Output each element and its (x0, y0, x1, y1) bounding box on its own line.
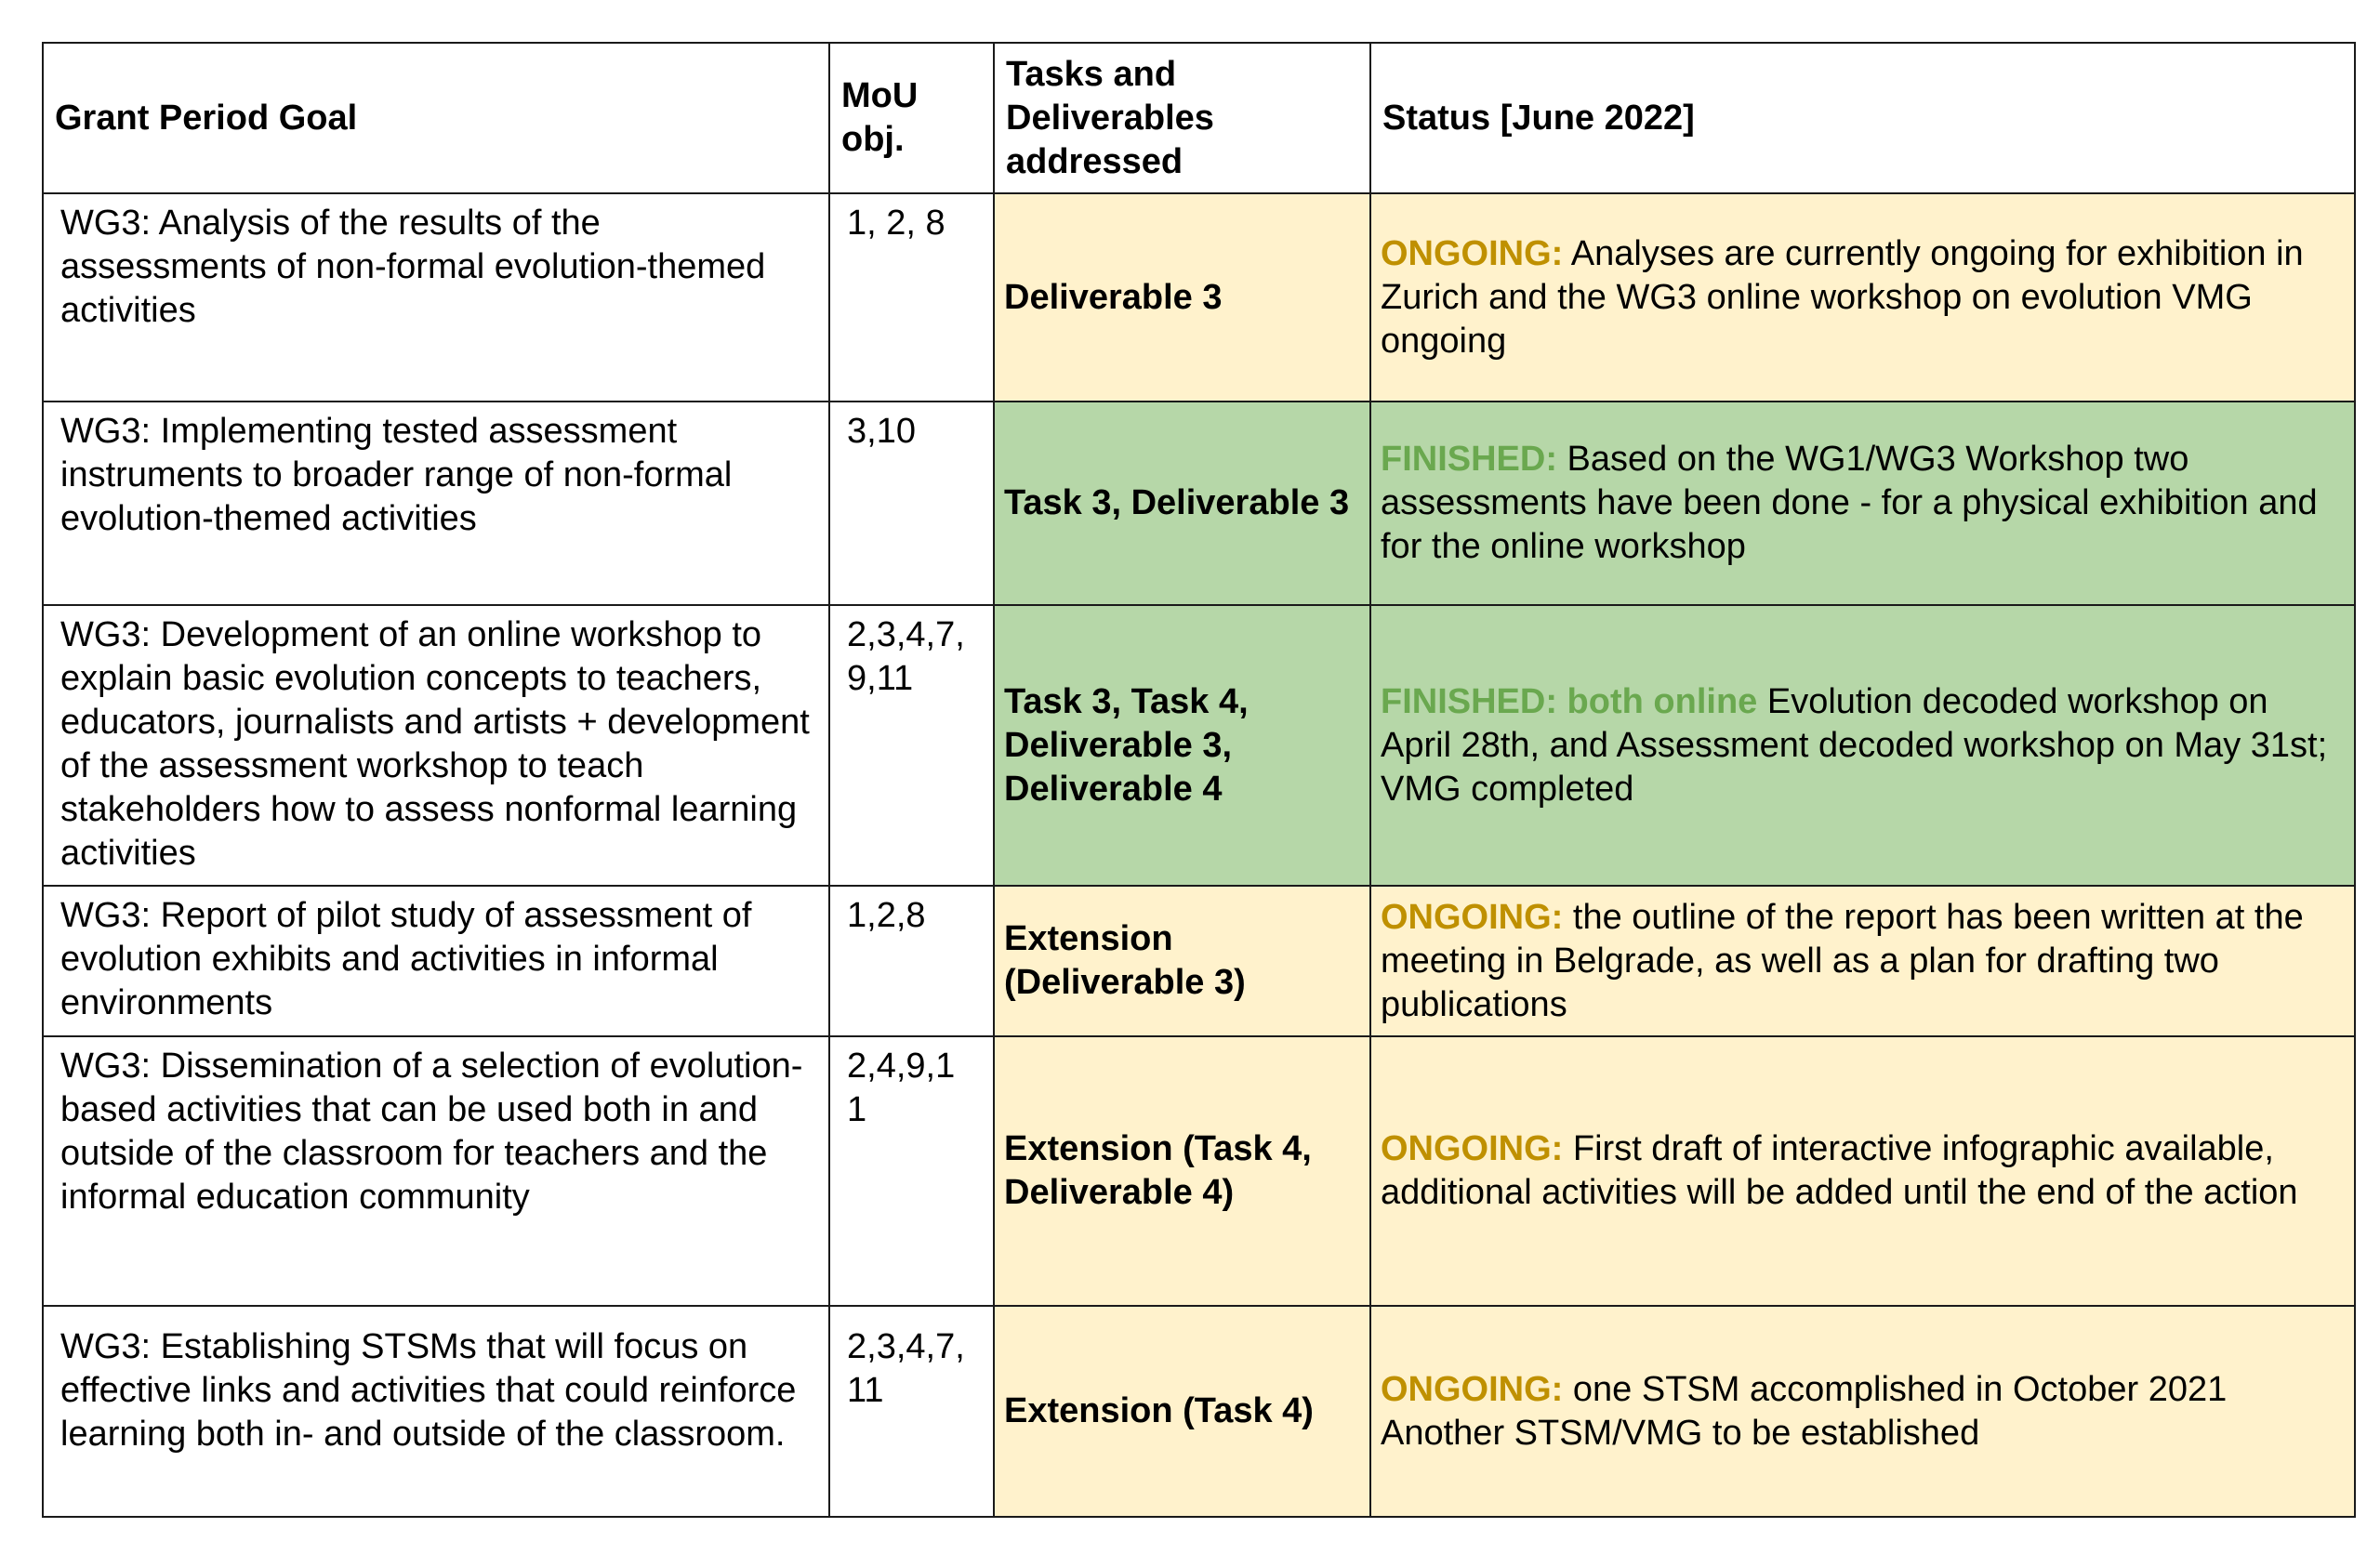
tasks-cell: Extension (Deliverable 3) (994, 886, 1370, 1036)
goal-cell: WG3: Implementing tested assessment instruments to broader range of non-formal evolution-themed activities (43, 402, 829, 605)
status-cell (1370, 1306, 2355, 1517)
mou-cell: 2,3,4,7, 9,11 (829, 605, 994, 886)
header-mou-obj: MoU obj. (829, 43, 994, 193)
mou-cell: 1, 2, 8 (829, 193, 994, 402)
header-tasks-deliverables: Tasks and Deliverables addressed (994, 43, 1370, 193)
goal-cell: WG3: Analysis of the results of the assessments of non-formal evolution-themed activities (43, 193, 829, 402)
goal-cell: WG3: Report of pilot study of assessment of evolution exhibits and activities in informal environments (43, 886, 829, 1036)
status-text: one STSM accomplished in October 2021 Another STSM/VMG to be established (1381, 1369, 2228, 1453)
header-status: Status [June 2022] (1370, 43, 2355, 193)
table-row (43, 886, 2355, 1036)
tasks-cell: Task 3, Deliverable 3 (994, 402, 1370, 605)
status-cell (1370, 193, 2355, 402)
table-row (43, 193, 2355, 402)
header-row (43, 43, 2355, 193)
table-row (43, 402, 2355, 605)
tasks-cell: Deliverable 3 (994, 193, 1370, 402)
status-label: ONGOING: (1381, 897, 1564, 937)
mou-cell: 2,3,4,7, 11 (829, 1306, 994, 1517)
status-text: First draft of interactive infographic available, additional activities will be added until the end of the action (1381, 1129, 2298, 1212)
tasks-cell: Extension (Task 4) (994, 1306, 1370, 1517)
status-text: Analyses are currently ongoing for exhibition in Zurich and the WG3 online workshop on evolution VMG ongoing (1381, 233, 2304, 361)
status-label: ONGOING: (1381, 1129, 1564, 1168)
goal-cell: WG3: Dissemination of a selection of evolution-based activities that can be used both in and outside of the classroom for teachers and the informal education community (43, 1036, 829, 1306)
status-label: ONGOING: (1381, 233, 1564, 273)
grant-period-table (42, 42, 2356, 1518)
table-row (43, 1036, 2355, 1306)
status-cell (1370, 886, 2355, 1036)
status-label: FINISHED: both online (1381, 681, 1758, 721)
tasks-cell: Extension (Task 4, Deliverable 4) (994, 1036, 1370, 1306)
table-row (43, 605, 2355, 886)
tasks-cell: Task 3, Task 4, Deliverable 3, Deliverable 4 (994, 605, 1370, 886)
status-text: Evolution decoded workshop on April 28th, and Assessment decoded workshop on May 31st; VMG completed (1381, 681, 2328, 809)
status-label: FINISHED: (1381, 440, 1557, 479)
table-row (43, 1306, 2355, 1517)
mou-cell: 3,10 (829, 402, 994, 605)
goal-cell: WG3: Establishing STSMs that will focus on effective links and activities that could reinforce learning both in- and outside of the classroom. (43, 1306, 829, 1517)
status-cell (1370, 1036, 2355, 1306)
header-grant-period-goal: Grant Period Goal (43, 43, 829, 193)
status-cell (1370, 402, 2355, 605)
mou-cell: 1,2,8 (829, 886, 994, 1036)
status-text: Based on the WG1/WG3 Workshop two assessments have been done - for a physical exhibition and for the online workshop (1381, 440, 2318, 566)
status-text: the outline of the report has been written at the meeting in Belgrade, as well as a plan for drafting two publications (1381, 897, 2304, 1024)
mou-cell: 2,4,9,1 1 (829, 1036, 994, 1306)
status-label: ONGOING: (1381, 1369, 1564, 1409)
goal-cell: WG3: Development of an online workshop to explain basic evolution concepts to teachers, educators, journalists and artists + development of the assessment workshop to teach stakeholders how to assess nonformal learning activities (43, 605, 829, 886)
status-cell (1370, 605, 2355, 886)
